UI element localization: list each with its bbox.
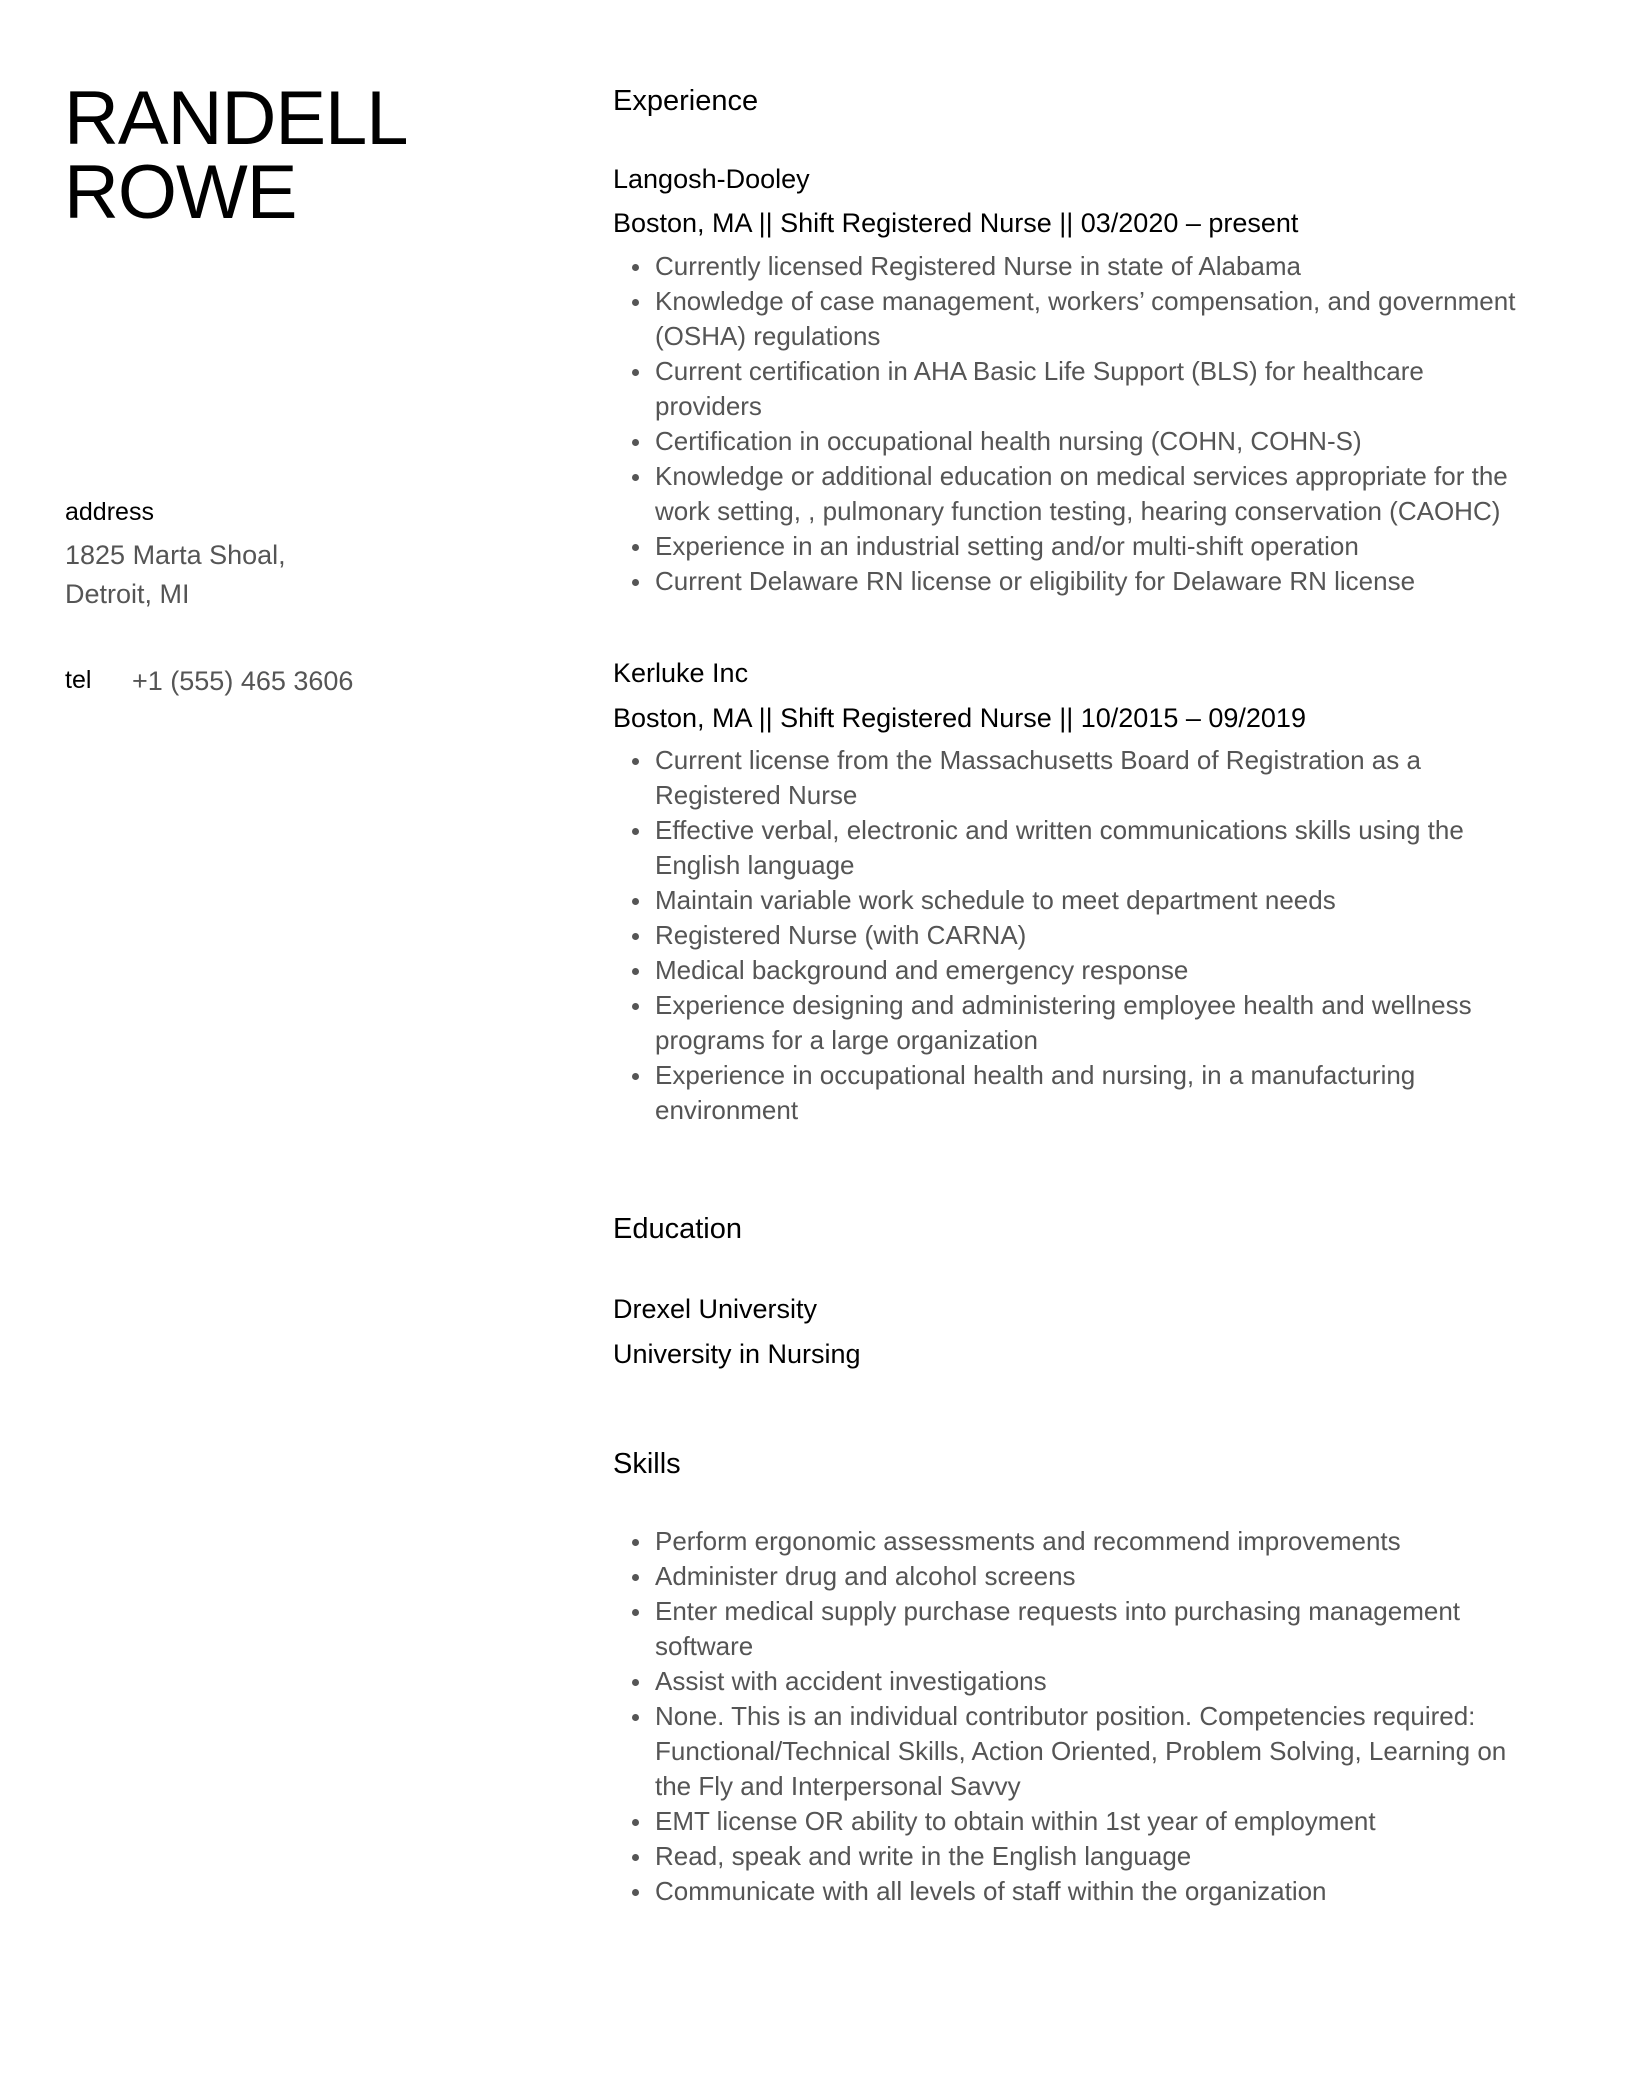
address-line2: Detroit, MI [65,579,190,609]
list-item: Knowledge or additional education on medical services appropriate for the work setting, , pulmonary function testing, hearing conservation (CAOHC) [655,459,1535,529]
list-item: Current license from the Massachusetts Board of Registration as a Registered Nurse [655,743,1535,813]
list-item: Experience in occupational health and nursing, in a manufacturing environment [655,1058,1535,1128]
list-item: Enter medical supply purchase requests into purchasing management software [655,1594,1535,1664]
list-item: Registered Nurse (with CARNA) [655,918,1535,953]
address-label: address [65,498,154,526]
experience-heading: Experience [613,85,759,117]
list-item: EMT license OR ability to obtain within 1st year of employment [655,1804,1535,1839]
address-line1: 1825 Marta Shoal, [65,540,286,570]
tel-label: tel [65,666,92,694]
job-details: Boston, MA || Shift Registered Nurse || 03/2020 – present [613,208,1299,238]
job-details: Boston, MA || Shift Registered Nurse || 10/2015 – 09/2019 [613,703,1306,733]
job-bullets [613,249,1535,599]
last-name: ROWE [64,150,297,235]
list-item: Communicate with all levels of staff within the organization [655,1874,1535,1909]
list-item: Read, speak and write in the English language [655,1839,1535,1874]
list-item: Knowledge of case management, workers’ compensation, and government (OSHA) regulations [655,284,1535,354]
first-name: RANDELL [64,76,408,161]
list-item: None. This is an individual contributor position. Competencies required: Functional/Technical Skills, Action Oriented, Problem Solving, Learning on the Fly and Interpersonal Savvy [655,1699,1535,1804]
education-heading: Education [613,1213,742,1245]
list-item: Currently licensed Registered Nurse in state of Alabama [655,249,1535,284]
job-bullets [613,743,1535,1128]
skills-list [613,1524,1535,1909]
degree: University in Nursing [613,1339,861,1369]
job-company: Langosh-Dooley [613,164,810,194]
list-item: Maintain variable work schedule to meet department needs [655,883,1535,918]
job-company: Kerluke Inc [613,658,749,688]
address-value [65,536,286,614]
candidate-name [64,76,408,235]
list-item: Experience designing and administering employee health and wellness programs for a large organization [655,988,1535,1058]
list-item: Administer drug and alcohol screens [655,1559,1535,1594]
list-item: Perform ergonomic assessments and recommend improvements [655,1524,1535,1559]
list-item: Current certification in AHA Basic Life Support (BLS) for healthcare providers [655,354,1535,424]
list-item: Medical background and emergency response [655,953,1535,988]
school-name: Drexel University [613,1294,818,1324]
list-item: Experience in an industrial setting and/or multi-shift operation [655,529,1535,564]
list-item: Certification in occupational health nursing (COHN, COHN-S) [655,424,1535,459]
list-item: Assist with accident investigations [655,1664,1535,1699]
tel-value: +1 (555) 465 3606 [132,666,354,696]
skills-heading: Skills [613,1448,681,1480]
list-item: Current Delaware RN license or eligibility for Delaware RN license [655,564,1535,599]
list-item: Effective verbal, electronic and written communications skills using the English language [655,813,1535,883]
